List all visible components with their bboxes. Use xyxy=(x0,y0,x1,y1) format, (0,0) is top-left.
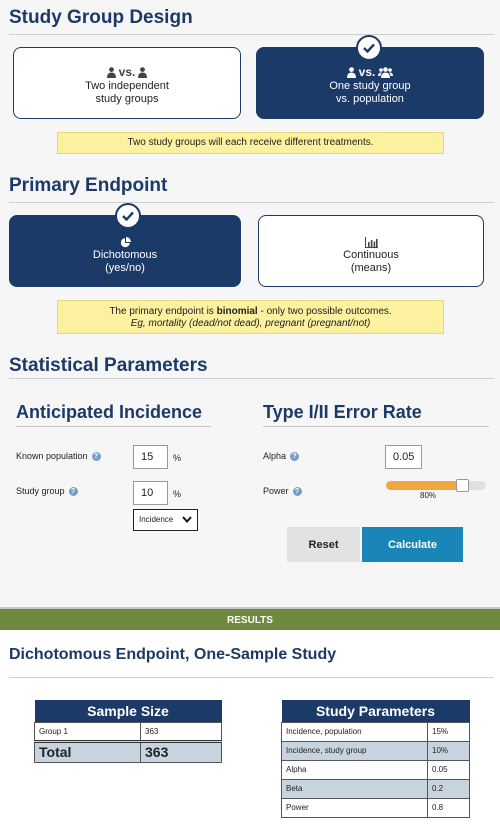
error-rate-title: Type I/II Error Rate xyxy=(263,402,489,427)
note-text: The primary endpoint is xyxy=(109,306,217,317)
total-row xyxy=(35,741,222,762)
sample-size-table xyxy=(34,700,222,763)
option-text: Dichotomous xyxy=(92,249,158,261)
label-text: Study group xyxy=(16,486,65,496)
alpha-label xyxy=(263,451,299,461)
bar-chart-icon xyxy=(365,237,378,248)
known-population-label xyxy=(16,451,101,461)
label-text: Alpha xyxy=(263,451,287,461)
pie-chart-icon xyxy=(120,237,131,248)
table-row xyxy=(282,798,470,817)
design-note: Two study groups will each receive different treatments. xyxy=(57,132,444,154)
selected-check-icon xyxy=(356,35,382,61)
study-parameters-table xyxy=(281,700,470,818)
person-icon xyxy=(347,67,356,78)
option-text: study groups xyxy=(95,93,159,105)
option-text: One study group xyxy=(329,80,411,92)
study-group-input[interactable]: 10 xyxy=(133,481,168,505)
continuous-option[interactable] xyxy=(258,215,484,287)
total-value: 363 xyxy=(141,741,222,762)
alpha-input[interactable]: 0.05 xyxy=(385,445,422,469)
table-row xyxy=(282,779,470,798)
known-population-input[interactable]: 15 xyxy=(133,445,168,469)
row-value: 0.2 xyxy=(428,779,470,798)
label-text: Known population xyxy=(16,451,88,461)
results-panel xyxy=(0,630,500,837)
sample-size-caption: Sample Size xyxy=(35,700,222,722)
option-text: (means) xyxy=(350,262,392,274)
option-text: Two independent xyxy=(85,80,169,92)
measure-select[interactable] xyxy=(133,509,198,531)
power-slider-fill xyxy=(386,481,463,490)
row-label: Incidence, study group xyxy=(282,741,428,760)
endpoint-title: Primary Endpoint xyxy=(9,175,168,196)
divider xyxy=(9,202,494,203)
person-icon xyxy=(107,67,116,78)
help-icon[interactable]: ? xyxy=(92,452,101,461)
power-value-label: 80% xyxy=(420,491,437,500)
note-text: - only two possible outcomes. xyxy=(257,306,392,317)
person-icon xyxy=(138,67,147,78)
option-text: Continuous xyxy=(343,249,399,261)
study-group-label xyxy=(16,486,78,496)
divider xyxy=(9,677,494,678)
users-icon xyxy=(378,67,393,78)
selected-check-icon xyxy=(115,203,141,229)
help-icon[interactable]: ? xyxy=(69,487,78,496)
reset-button[interactable]: Reset xyxy=(287,527,360,562)
endpoint-note xyxy=(57,300,444,334)
design-title: Study Group Design xyxy=(9,7,193,28)
table-row xyxy=(282,760,470,779)
table-row xyxy=(282,722,470,741)
params-title: Statistical Parameters xyxy=(9,355,208,376)
chevron-down-icon xyxy=(182,516,192,523)
row-value: 0.8 xyxy=(428,798,470,817)
row-label: Group 1 xyxy=(35,722,141,741)
results-title: Dichotomous Endpoint, One-Sample Study xyxy=(9,646,337,663)
option-text: (yes/no) xyxy=(105,262,145,274)
table-row xyxy=(282,741,470,760)
help-icon[interactable]: ? xyxy=(290,452,299,461)
row-label: Beta xyxy=(282,779,428,798)
row-label: Alpha xyxy=(282,760,428,779)
incidence-title: Anticipated Incidence xyxy=(16,402,211,427)
vs-label: vs. xyxy=(358,65,376,79)
help-icon[interactable]: ? xyxy=(293,487,302,496)
percent-label: % xyxy=(173,453,182,463)
divider xyxy=(9,34,494,35)
row-value: 0.05 xyxy=(428,760,470,779)
power-label xyxy=(263,486,302,496)
option-text: vs. population xyxy=(336,93,404,105)
row-value: 363 xyxy=(141,722,222,741)
row-label: Power xyxy=(282,798,428,817)
results-bar: RESULTS xyxy=(0,607,500,630)
note-example: Eg, mortality (dead/not dead), pregnant (pregnant/not) xyxy=(130,318,371,329)
power-slider-thumb[interactable] xyxy=(456,479,469,492)
study-parameters-caption: Study Parameters xyxy=(282,700,470,722)
label-text: Power xyxy=(263,486,289,496)
row-label: Incidence, population xyxy=(282,722,428,741)
calculate-button[interactable]: Calculate xyxy=(362,527,463,562)
power-slider-track[interactable] xyxy=(386,481,486,490)
total-label: Total xyxy=(35,741,141,762)
row-value: 15% xyxy=(428,722,470,741)
select-value: Incidence xyxy=(139,515,174,524)
note-bold: binomial xyxy=(216,306,258,317)
vs-label: vs. xyxy=(118,65,136,79)
table-row xyxy=(35,722,222,741)
row-value: 10% xyxy=(428,741,470,760)
percent-label: % xyxy=(173,489,182,499)
divider xyxy=(9,378,494,379)
two-groups-option[interactable] xyxy=(13,47,241,119)
